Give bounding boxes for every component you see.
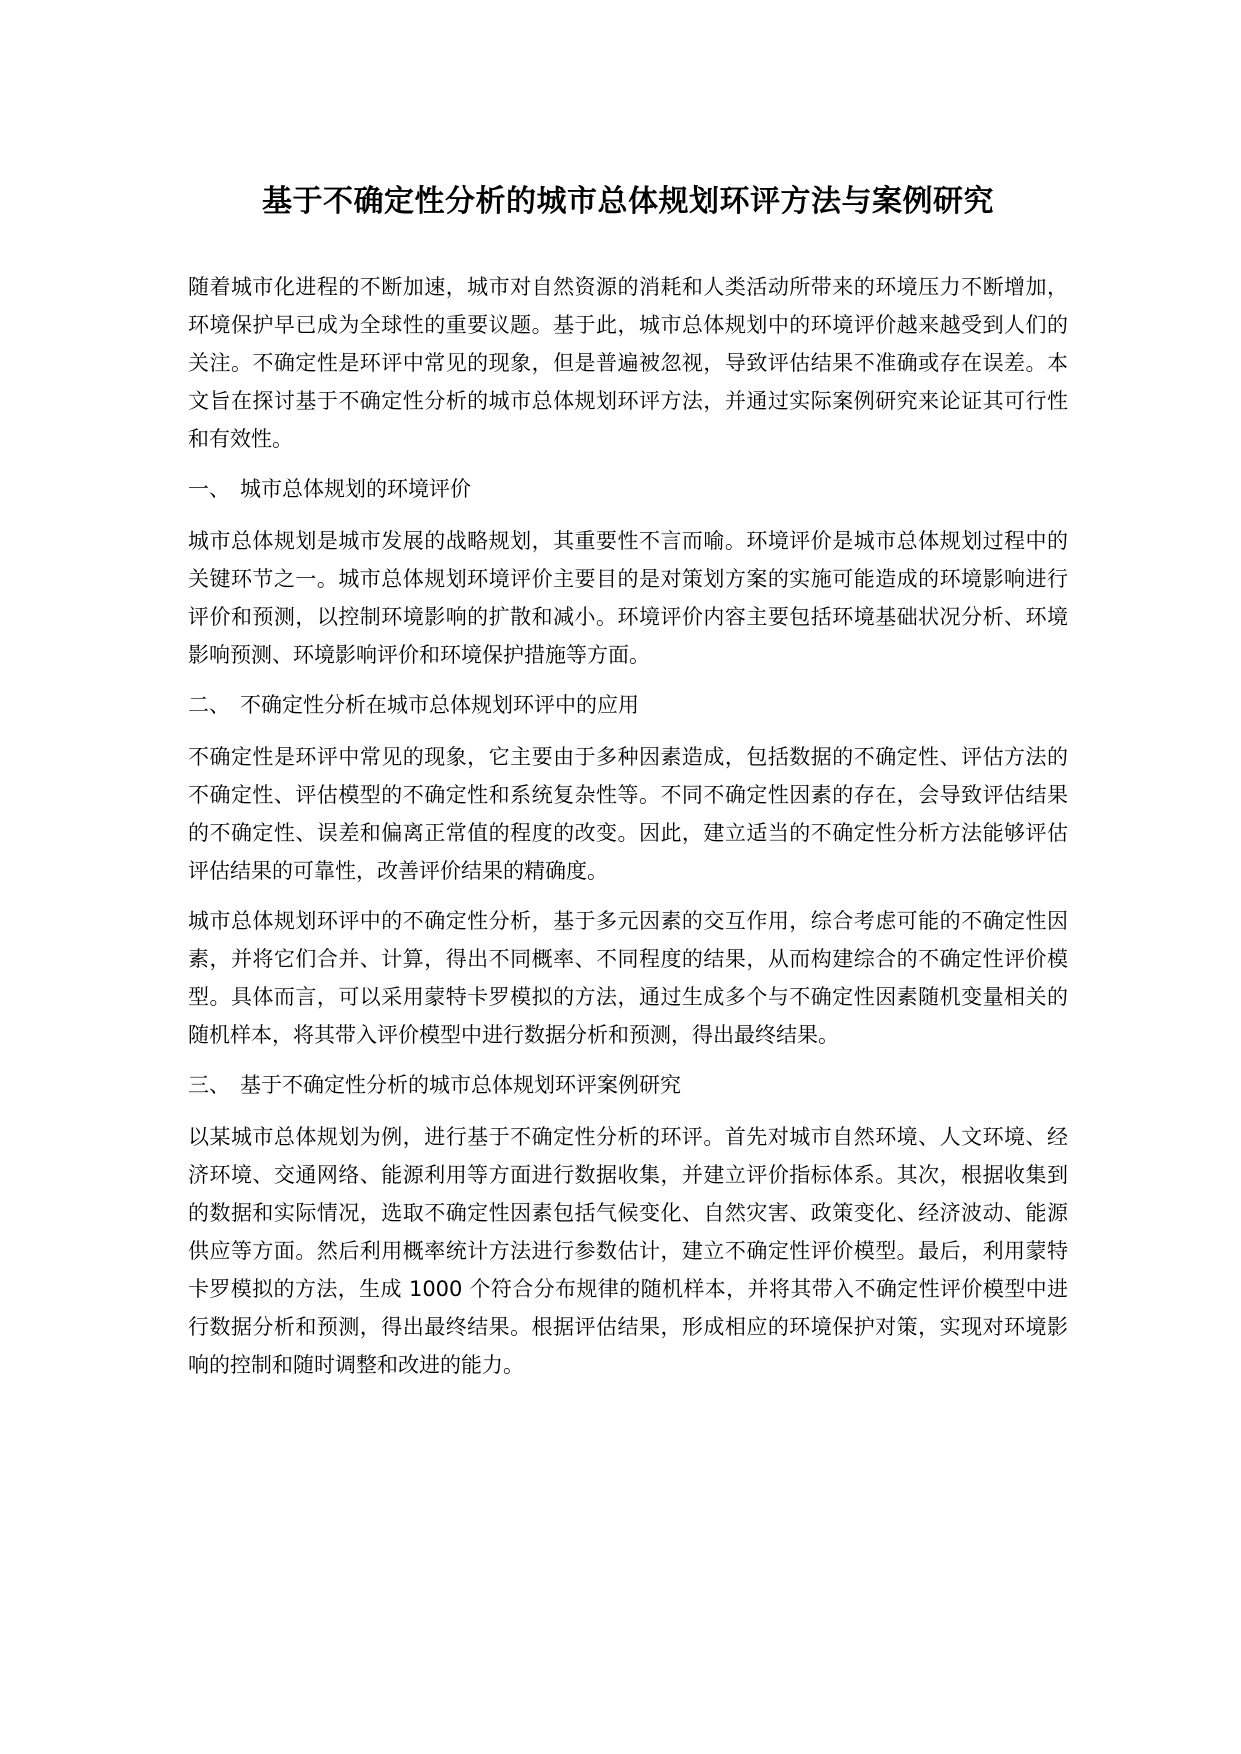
section-2-paragraph-2: 城市总体规划环评中的不确定性分析，基于多元因素的交互作用，综合考虑可能的不确定性因素，并将它们合并、计算，得出不同概率、不同程度的结果，从而构建综合的不确定性评价模型。具体而言，可以采用蒙特卡罗模拟的方法，通过生成多个与不确定性因素随机变量相关的随机样本，将其带入评价模型中进行数据分析和预测，得出最终结果。 [188,909,1068,1047]
section-1-paragraph-1: 城市总体规划是城市发展的战略规划，其重要性不言而喻。环境评价是城市总体规划过程中的关键环节之一。城市总体规划环境评价主要目的是对策划方案的实施可能造成的环境影响进行评价和预测，以控制环境影响的扩散和减小。环境评价内容主要包括环境基础状况分析、环境影响预测、环境影响评价和环境保护措施等方面。 [188,529,1068,667]
section-3-title: 基于不确定性分析的城市总体规划环评案例研究 [240,1073,681,1097]
section-2-number: 二、 [188,693,230,717]
section-1-number: 一、 [188,477,230,501]
section-3-paragraph-1: 以某城市总体规划为例，进行基于不确定性分析的环评。首先对城市自然环境、人文环境、经济环境、交通网络、能源利用等方面进行数据收集，并建立评价指标体系。其次，根据收集到的数据和实际情况，选取不确定性因素包括气候变化、自然灾害、政策变化、经济波动、能源供应等方面。然后利用概率统计方法进行参数估计，建立不确定性评价模型。最后，利用蒙特卡罗模拟的方法，生成 1000 个符合分布规律的随机样本，并将其带入不确定性评价模型中进行数据分析和预测，得出最终结果。根据评估结果，形成相应的环境保护对策，实现对环境影响的控制和随时调整和改进的能力。 [188,1125,1068,1377]
section-2-paragraph-1: 不确定性是环评中常见的现象，它主要由于多种因素造成，包括数据的不确定性、评估方法的不确定性、评估模型的不确定性和系统复杂性等。不同不确定性因素的存在，会导致评估结果的不确定性、误差和偏离正常值的程度的改变。因此，建立适当的不确定性分析方法能够评估评估结果的可靠性，改善评价结果的精确度。 [188,745,1068,883]
section-3-number: 三、 [188,1073,230,1097]
section-1-title: 城市总体规划的环境评价 [240,477,471,501]
section-3-heading [188,1066,1068,1104]
document-title: 基于不确定性分析的城市总体规划环评方法与案例研究 [262,184,994,219]
section-1-heading [188,470,1068,508]
section-2-title: 不确定性分析在城市总体规划环评中的应用 [240,693,639,717]
intro-paragraph: 随着城市化进程的不断加速，城市对自然资源的消耗和人类活动所带来的环境压力不断增加，环境保护早已成为全球性的重要议题。基于此，城市总体规划中的环境评价越来越受到人们的关注。不确定性是环评中常见的现象，但是普遍被忽视，导致评估结果不准确或存在误差。本文旨在探讨基于不确定性分析的城市总体规划环评方法，并通过实际案例研究来论证其可行性和有效性。 [188,275,1068,451]
document-content [188,176,1068,1396]
section-2-heading [188,686,1068,724]
